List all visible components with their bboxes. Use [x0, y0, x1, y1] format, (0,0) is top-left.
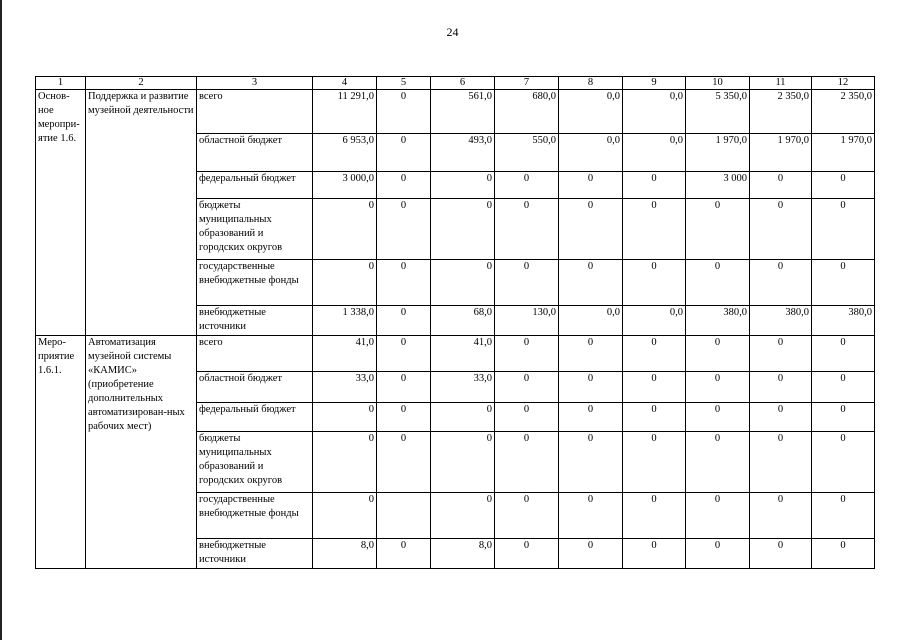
value-cell: 0	[686, 432, 750, 493]
event-code-cell: Основ-ное меропри-ятие 1.6.	[36, 90, 86, 336]
value-cell: 0	[812, 432, 875, 493]
value-cell: 0	[812, 172, 875, 199]
value-cell: 0	[377, 260, 431, 306]
value-cell: 0	[313, 260, 377, 306]
value-cell: 0	[750, 336, 812, 372]
funding-source-cell: всего	[197, 90, 313, 134]
column-number: 12	[812, 77, 875, 90]
value-cell: 0	[750, 199, 812, 260]
value-cell: 0	[623, 172, 686, 199]
value-cell: 33,0	[431, 372, 495, 403]
value-cell: 0	[559, 260, 623, 306]
value-cell: 0	[377, 372, 431, 403]
page-left-border	[0, 0, 2, 640]
value-cell: 0	[495, 199, 559, 260]
table-row	[36, 336, 875, 372]
value-cell: 1 338,0	[313, 306, 377, 336]
value-cell: 0	[812, 199, 875, 260]
event-name-cell: Автоматизация музейной системы «КАМИС» (приобретение дополнительных автоматизирован-ных рабочих мест)	[86, 336, 197, 569]
value-cell: 0	[431, 432, 495, 493]
value-cell: 33,0	[313, 372, 377, 403]
value-cell: 0	[495, 372, 559, 403]
funding-source-cell: внебюджетные источники	[197, 306, 313, 336]
value-cell: 493,0	[431, 134, 495, 172]
value-cell: 0	[812, 403, 875, 432]
value-cell: 0	[686, 199, 750, 260]
value-cell: 0	[623, 260, 686, 306]
value-cell: 0	[559, 493, 623, 539]
value-cell: 11 291,0	[313, 90, 377, 134]
value-cell: 380,0	[686, 306, 750, 336]
value-cell: 0	[377, 172, 431, 199]
value-cell: 0	[623, 372, 686, 403]
value-cell: 0	[623, 493, 686, 539]
column-number: 3	[197, 77, 313, 90]
funding-source-cell: федеральный бюджет	[197, 172, 313, 199]
value-cell: 8,0	[431, 539, 495, 569]
funding-source-cell: всего	[197, 336, 313, 372]
column-number: 8	[559, 77, 623, 90]
value-cell: 0	[431, 260, 495, 306]
value-cell: 1 970,0	[812, 134, 875, 172]
value-cell: 0	[623, 403, 686, 432]
value-cell: 0	[686, 403, 750, 432]
value-cell: 561,0	[431, 90, 495, 134]
value-cell	[377, 493, 431, 539]
value-cell: 0	[495, 539, 559, 569]
page-number: 24	[446, 25, 459, 39]
value-cell: 0,0	[623, 90, 686, 134]
value-cell: 0	[377, 403, 431, 432]
value-cell: 0	[431, 172, 495, 199]
column-number: 10	[686, 77, 750, 90]
value-cell: 0	[686, 539, 750, 569]
value-cell: 0	[377, 199, 431, 260]
value-cell: 0	[750, 493, 812, 539]
value-cell: 2 350,0	[750, 90, 812, 134]
funding-source-cell: государственные внебюджетные фонды	[197, 493, 313, 539]
value-cell: 0	[431, 403, 495, 432]
value-cell: 0	[313, 403, 377, 432]
column-number: 11	[750, 77, 812, 90]
budget-table	[35, 76, 875, 569]
value-cell: 0	[495, 260, 559, 306]
value-cell: 0	[686, 336, 750, 372]
event-name-cell: Поддержка и развитие музейной деятельности	[86, 90, 197, 336]
column-number: 6	[431, 77, 495, 90]
value-cell: 0	[559, 372, 623, 403]
value-cell: 0	[559, 403, 623, 432]
value-cell: 0	[313, 199, 377, 260]
funding-source-cell: областной бюджет	[197, 134, 313, 172]
value-cell: 6 953,0	[313, 134, 377, 172]
value-cell: 0	[313, 432, 377, 493]
value-cell: 380,0	[750, 306, 812, 336]
value-cell: 68,0	[431, 306, 495, 336]
value-cell: 8,0	[313, 539, 377, 569]
value-cell: 0,0	[559, 306, 623, 336]
value-cell: 550,0	[495, 134, 559, 172]
value-cell: 41,0	[313, 336, 377, 372]
value-cell: 0	[812, 372, 875, 403]
value-cell: 0	[686, 260, 750, 306]
value-cell: 0	[559, 539, 623, 569]
funding-source-cell: областной бюджет	[197, 372, 313, 403]
value-cell: 0	[377, 432, 431, 493]
value-cell: 0	[812, 336, 875, 372]
column-number: 7	[495, 77, 559, 90]
value-cell: 41,0	[431, 336, 495, 372]
value-cell: 0	[750, 260, 812, 306]
funding-source-cell: федеральный бюджет	[197, 403, 313, 432]
value-cell: 0	[750, 403, 812, 432]
column-number: 9	[623, 77, 686, 90]
value-cell: 0	[750, 432, 812, 493]
value-cell: 0	[377, 539, 431, 569]
value-cell: 0	[495, 403, 559, 432]
value-cell: 0	[377, 134, 431, 172]
value-cell: 0	[495, 336, 559, 372]
value-cell: 130,0	[495, 306, 559, 336]
value-cell: 0	[623, 199, 686, 260]
value-cell: 3 000	[686, 172, 750, 199]
value-cell: 5 350,0	[686, 90, 750, 134]
value-cell: 0,0	[559, 90, 623, 134]
value-cell: 0,0	[559, 134, 623, 172]
value-cell: 0	[495, 172, 559, 199]
value-cell: 0	[377, 336, 431, 372]
value-cell: 0	[750, 172, 812, 199]
value-cell: 0	[431, 199, 495, 260]
value-cell: 1 970,0	[686, 134, 750, 172]
funding-source-cell: бюджеты муниципальных образований и городских округов	[197, 432, 313, 493]
value-cell: 0	[559, 199, 623, 260]
value-cell: 0,0	[623, 306, 686, 336]
column-number-row	[36, 77, 875, 90]
value-cell: 0	[559, 432, 623, 493]
value-cell: 0	[812, 493, 875, 539]
table-row	[36, 90, 875, 134]
value-cell: 0	[623, 336, 686, 372]
value-cell: 2 350,0	[812, 90, 875, 134]
value-cell: 0	[623, 539, 686, 569]
funding-source-cell: государственные внебюджетные фонды	[197, 260, 313, 306]
funding-source-cell: внебюджетные источники	[197, 539, 313, 569]
value-cell: 0	[750, 372, 812, 403]
column-number: 2	[86, 77, 197, 90]
value-cell: 0	[495, 493, 559, 539]
value-cell: 0	[559, 336, 623, 372]
value-cell: 380,0	[812, 306, 875, 336]
value-cell: 0	[750, 539, 812, 569]
value-cell: 0	[812, 539, 875, 569]
value-cell: 0	[431, 493, 495, 539]
value-cell: 0	[686, 372, 750, 403]
value-cell: 0	[495, 432, 559, 493]
value-cell: 0	[623, 432, 686, 493]
value-cell: 3 000,0	[313, 172, 377, 199]
funding-source-cell: бюджеты муниципальных образований и городских округов	[197, 199, 313, 260]
value-cell: 0	[313, 493, 377, 539]
column-number: 4	[313, 77, 377, 90]
value-cell: 0,0	[623, 134, 686, 172]
value-cell: 0	[377, 90, 431, 134]
value-cell: 0	[686, 493, 750, 539]
value-cell: 680,0	[495, 90, 559, 134]
value-cell: 0	[812, 260, 875, 306]
value-cell: 1 970,0	[750, 134, 812, 172]
value-cell: 0	[377, 306, 431, 336]
column-number: 5	[377, 77, 431, 90]
value-cell: 0	[559, 172, 623, 199]
column-number: 1	[36, 77, 86, 90]
event-code-cell: Меро-приятие 1.6.1.	[36, 336, 86, 569]
